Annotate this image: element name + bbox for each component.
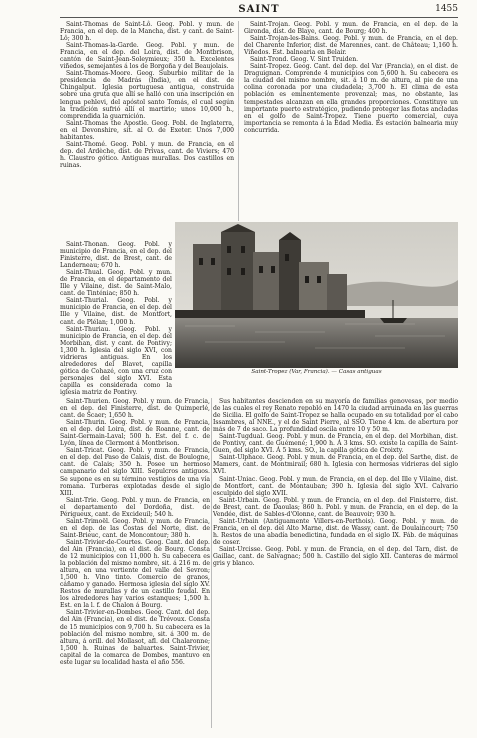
entry: Saint-Trojan. Geog. Pobl. y mun. de Francia, en el dep. de la Gironda, dist. de Blaye, cant. de Bourg; 400 h. [244,21,458,36]
page-number: 1455 [435,4,458,14]
engraving-graphic [175,222,458,368]
entry: Saint-Thurin. Geog. Pobl. y mun. de Francia, en el dep. del Loira, dist. de Roanne, cant. de Saint-Germain-Laval; 500 h. Est. del f. c. de Lyón, línea de Clermont á Montbrison. [60,419,210,448]
entry: Saint-Thuriau. Geog. Pobl. y municipio de Francia, en el dep. del Morbihan, dist. y cant. de Pontivy; 1,300 h. Iglesia del siglo XVI, con vidrieras antiguas. En los alrededores del Blavet, capilla gótica de Cohazé, con una cruz con personajes del siglo XVI. Esta capilla es considerada como la iglesia matriz de Pontivy. [60,325,172,396]
entry: Saint-Trivier-en-Dombes. Geog. Cant. del dep. del Ain (Francia), en el dist. de Trévoux. Consta de 15 municipios con 9,700 h. Su cabecera es la población del mismo nombre, sit. á 300 m. de altura, á orill. del Mollasot, afl. del Chalaronne; 1,500 h. Ruinas de baluartes. Saint-Trivier, capital de la comarca de Dombes, mantuvo en este lugar su localidad hasta el año 556. [60,609,210,666]
entry: Saint-Thurien. Geog. Pobl. y mun. de Francia, en el dep. del Finisterre, dist. de Quimperlé, cant. de Scaer; 1,650 h. [60,398,210,420]
column-right-bottom [213,398,458,567]
header-title: SAINT [238,4,280,15]
entry: Saint-Urcisse. Geog. Pobl. y mun. de Francia, en el dep. del Tarn, dist. de Gaillac, cant. de Salvagnac; 500 h. Castillo del siglo XII. Canteras de mármol gris y blanco. [213,545,458,568]
entry: Saint-Thonan. Geog. Pobl. y municipio de Francia, en el dep. del Finisterre, dist. de Brest, cant. de Landerneau; 670 h. [60,241,172,270]
running-header [60,4,458,18]
engraving-illustration [175,222,458,368]
entry: Saint-Thomas-Moore. Geog. Suburbio militar de la presidencia de Madrás (India), en el dist. de Chingalput. Iglesia portuguesa antigua, construida sobre una gruta que allí se halló con una inscripción en lengua pehlevi, del apóstol santo Tomás, el cual según la tradición sufrió allí el martirio; unos 10,000 h., comprendida la guarnición. [60,70,234,120]
entry: Saint-Trimoël. Geog. Pobl. y mun. de Francia, en el dep. de las Costas del Norte, dist. de Saint-Brieuc, cant. de Moncontour; 380 h. [60,517,210,539]
entry: Saint-Urbain (Antiguamente Villers-en-Perthois). Geog. Pobl. y mun. de Francia, en el dep. del Alto Marne, dist. de Wassy, cant. de Doulaincourt; 750 h. Restos de una abadía benedictina, fundada en el siglo IX. Fáb. de máquinas de coser. [213,517,458,546]
entry: Saint-Tropez. Geog. Cant. del dep. del Var (Francia), en el dist. de Draguignan. Comprende 4 municipios con 5,600 h. Su cabecera es la ciudad del mismo nombre, sit. á 10 m. de altura, al pie de una colina coronada por una ciudadela; 3,700 h. El clima de esta población es eminentemente provenzal; mas, no obstante, las tempestades alcanzan en ella grandes proporciones. Constituye un importante puerto estratégico, pudiendo proteger las flotas ancladas en el golfo de Saint-Tropez. Tiene puerto comercial, cuya importancia se remonta á la Edad Media. Es estación balnearia muy concurrida. [244,63,458,134]
entry: Saint-Thurial. Geog. Pobl. y municipio de Francia, en el dep. del Ille y Vilaine, dist. de Montfort, cant. de Plélan; 1,000 h. [60,297,172,326]
entry: Saint-Urbain. Geog. Pobl. y mun. de Francia, en el dep. del Finisterre, dist. de Brest, cant. de Daoulas; 860 h. Pobl. y mun. de Francia, en el dep. de la Vendée, dist. de Sables-d'Olonne, cant. de Beauvoir; 930 h. [213,496,458,518]
entry: Saint-Trojan-les-Bains. Geog. Pobl. y mun. de Francia, en el dep. del Charente Inferior, dist. de Marennes, cant. de Château; 1,160 h. Viñedos. Est. balnearia en Belair. [244,35,458,57]
entry: Saint-Uniac. Geog. Pobl. y mun. de Francia, en el dep. del Ille y Vilaine, dist. de Montfort, cant. de Montauban; 390 h. Iglesia del siglo XVI. Calvario esculpido del siglo XVII. [213,475,458,497]
entry: Saint-Thual. Geog. Pobl. y mun. de Francia, en el departamento del Ille y Vilaine, dist. de Saint-Malo, cant. de Tinténiac; 850 h. [60,269,172,298]
column-right-top [244,21,458,134]
entry: Saint-Thomas de Saint-Lô. Geog. Pobl. y mun. de Francia, en el dep. de la Mancha, dist. y cant. de Saint-Lô; 300 h. [60,21,234,43]
entry: Saint-Trond. Geog. V. Sint Truiden. [250,56,359,64]
figure-caption: Saint-Tropez (Var, Francia). — Casas antiguas [251,369,382,375]
entry: Saint-Tugdual. Geog. Pobl. y mun. de Francia, en el dep. del Morbihan, dist. de Pontivy, cant. de Guémené; 1,900 h. Á 3 kms. SO. existe la capilla de Saint-Guen, del siglo XVI. Á 5 kms. SO., la capilla gótica de Croixty. [213,433,458,455]
column-left-top [60,21,234,169]
column-divider [238,21,239,221]
entry: Sus habitantes descienden en su mayoría de familias genovesas, por medio de las cuales el rey Renato repobló en 1470 la ciudad arruinada en las guerras de Sicilia. El golfo de Saint-Tropez se halla ocupado en su totalidad por el cabo Issambres, al NNE., y el de Saint Pierre, al SSO. Tiene 4 km. de abertura por más de 7 de saco. La profundidad oscila entre 10 y 50 m. [213,398,458,434]
entry: Saint-Ulphace. Geog. Pobl. y mun. de Francia, en el dep. del Sarthe, dist. de Mamers, cant. de Montmirail; 680 h. Iglesia con hermosas vidrieras del siglo XVI. [213,454,458,476]
entry: Saint-Thomé. Geog. Pobl. y mun. de Francia, en el dep. del Ardèche, dist. de Privas, cant. de Viviers; 470 h. Claustro gótico. Antiguas murallas. Dos castillos en ruinas. [60,140,234,169]
column-left-bottom [60,398,210,666]
header-rule [60,17,458,18]
entry: Saint-Tricat. Geog. Pobl. y mun. de Francia, en el dep. del Paso de Calais, dist. de Boulogne, cant. de Calais; 350 h. Posee un hermoso campanario del siglo XIII. Sepulcros antiguos. Se supone es en su término vestigios de una vía romana. Turberas explotadas desde el siglo XIII. [60,447,210,497]
column-left-middle [60,241,172,396]
entry: Saint-Trivier-de-Courtes. Geog. Cant. del dep. del Ain (Francia), en el dist. de Bourg. Consta de 12 municipios con 11,000 h. Su cabecera es la población del mismo nombre, sit. á 216 m. de altura, en una vertiente del valle del Sevron; 1,500 h. Vino tinto. Comercio de granos, cáñamo y ganado. Hermosa iglesia del siglo XV. Restos de murallas y de un castillo feudal. En los alrededores hay varios estanques; 1,500 h. Est. en la l. f. de Chalon á Bourg. [60,538,210,610]
entry: Saint-Thomas the Apostle. Geog. Pobl. de Inglaterra, en el Devonshire, sit. al O. de Exeter. Unos 7,000 habitantes. [60,119,234,141]
column-divider [211,398,212,728]
entry: Saint-Thomas-la-Garde. Geog. Pobl. y mun. de Francia, en el dep. del Loira, dist. de Montbrison, cantón de Saint-Jean-Soleymieux; 350 h. Excelentes viñedos, semejantes á los de Borgoña y del Beaujolais. [60,42,234,71]
entry: Saint-Trie. Geog. Pobl. y mun. de Francia, en el departamento del Dordoña, dist. de Périgueux, cant. de Excideuil; 540 h. [60,496,210,518]
